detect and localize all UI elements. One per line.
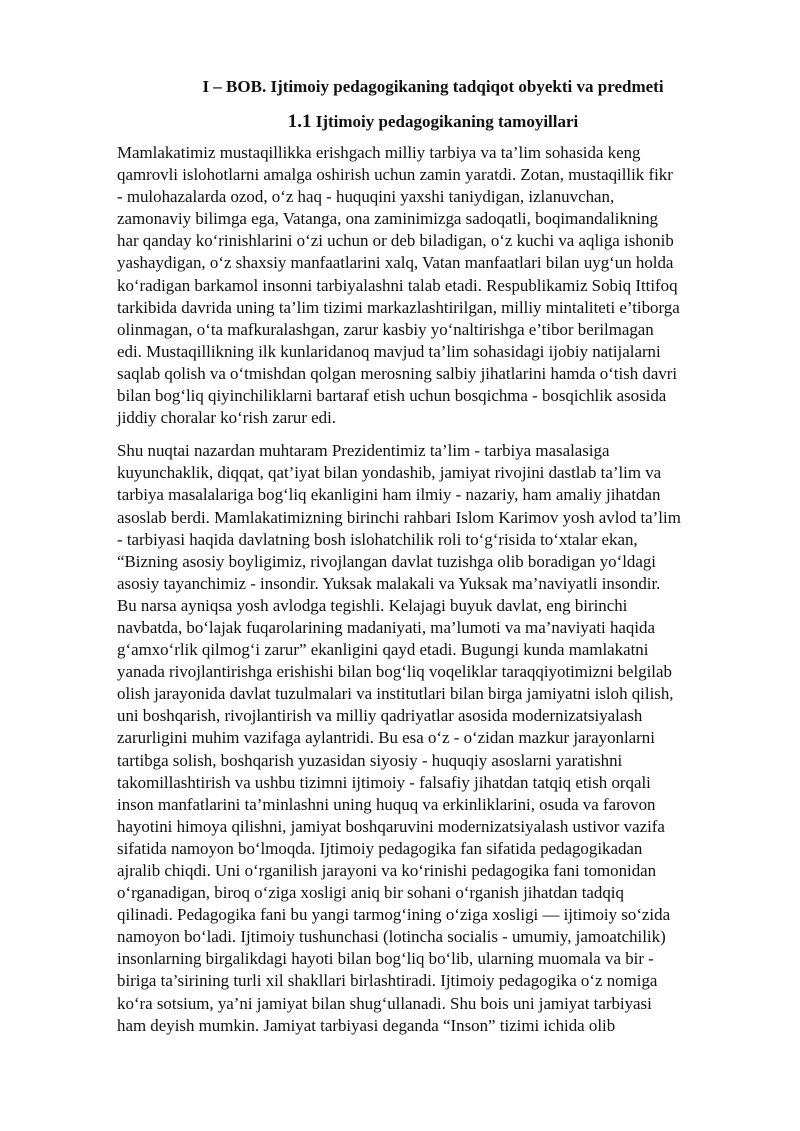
text-line: biriga ta’sirining turli xil shakllari birlashtiradi. Ijtimoiy pedagogika o‘z nomiga xyxy=(117,971,658,991)
text-line: olinmagan, o‘ta mafkuralashgan, zarur kasbiy yo‘naltirishga e’tibor berilmagan xyxy=(117,319,654,339)
text-line: Shu nuqtai nazardan muhtaram Prezidentimiz ta’lim - tarbiya masalasiga xyxy=(117,441,610,461)
text-line: edi. Mustaqillikning ilk kunlaridanoq mavjud ta’lim sohasidagi ijobiy natijalarni xyxy=(117,341,661,361)
document-page xyxy=(117,76,749,1037)
body-paragraph xyxy=(117,142,749,429)
text-line: sifatida namoyon bo‘lmoqda. Ijtimoiy pedagogika fan sifatida pedagogikadan xyxy=(117,838,643,858)
section-title xyxy=(117,110,749,134)
text-line: g‘amxo‘rlik qilmog‘i zarur” ekanligini qayd etadi. Bugungi kunda mamlakatni xyxy=(117,640,649,660)
text-line: qamrovli islohotlarni amalga oshirish uchun zamin yaratdi. Zotan, mustaqillik fikr xyxy=(117,165,673,185)
text-line: - mulohazalarda ozod, o‘z haq - huquqini yaxshi taniydigan, izlanuvchan, xyxy=(117,187,615,207)
text-line: asoslab berdi. Mamlakatimizning birinchi rahbari Islom Karimov yosh avlod ta’lim xyxy=(117,507,681,527)
text-line: Bu narsa ayniqsa yosh avlodga tegishli. Kelajagi buyuk davlat, eng birinchi xyxy=(117,595,628,615)
text-line: bilan bog‘liq qiyinchiliklarni bartaraf etish uchun bosqichma - bosqichlik asosida xyxy=(117,386,667,406)
text-line: ajralib chiqdi. Uni o‘rganilish jarayoni va ko‘rinishi pedagogika fani tomonidan xyxy=(117,861,657,880)
text-line: olish jarayonida davlat tuzulmalari va institutlari bilan birga jamiyatni isloh qilish, xyxy=(117,684,674,704)
text-line: uni boshqarish, rivojlantirish va milliy qadriyatlar asosida modernizatsiyalash xyxy=(117,706,643,726)
body-paragraph xyxy=(117,440,749,1037)
text-line: qilinadi. Pedagogika fani bu yangi tarmog‘ining o‘ziga xosligi — ijtimoiy so‘zida xyxy=(117,905,671,925)
text-line: tarbiya masalalariga bog‘liq ekanligini ham ilmiy - nazariy, ham amaliy jihatdan xyxy=(117,485,661,505)
text-line: tartibga solish, boshqarish yuzasidan siyosiy - huquqiy asoslarni yaratishni xyxy=(117,750,623,770)
text-line: “Bizning asosiy boyligimiz, rivojlangan davlat tuzishga olib boradigan yo‘ldagi xyxy=(117,551,656,571)
text-line: Mamlakatimiz mustaqillikka erishgach milliy tarbiya va ta’lim sohasida keng xyxy=(117,143,641,162)
text-line: saqlab qolish va o‘tmishdan qolgan merosning salbiy jihatlarini hamda o‘tish davri xyxy=(117,363,678,383)
document-body xyxy=(117,142,749,1037)
text-line: zamonaviy bilimga ega, Vatanga, ona zaminimizga sadoqatli, boqimandalikning xyxy=(117,209,658,229)
text-line: jiddiy choralar ko‘rish zarur edi. xyxy=(117,408,337,428)
text-line: yanada rivojlantirishga erishishi bilan bog‘liq voqeliklar taraqqiyotimizni belgilab xyxy=(117,662,672,682)
text-line: ko‘radigan barkamol insonni tarbiyalashni talab etadi. Respublikamiz Sobiq Ittifoq xyxy=(117,275,678,295)
text-line: insonlarning birgalikdagi hayoti bilan bog‘liq bo‘lib, ularning muomala va bir - xyxy=(117,949,654,969)
text-line: ko‘ra sotsium, ya’ni jamiyat bilan shug‘ullanadi. Shu bois uni jamiyat tarbiyasi xyxy=(117,993,652,1013)
text-line: o‘rganadigan, biroq o‘ziga xosligi aniq bir sohani o‘rganish jihatdan tadqiq xyxy=(117,883,624,903)
text-line: takomillashtirish va ushbu tizimni ijtimoiy - falsafiy jihatdan tatqiq etish orqali xyxy=(117,772,651,792)
text-line: - tarbiyasi haqida davlatning bosh islohatchilik roli to‘g‘risida to‘xtalar ekan, xyxy=(117,529,638,549)
text-line: namoyon bo‘ladi. Ijtimoiy tushunchasi (lotincha socialis - umumiy, jamoatchilik) xyxy=(117,927,666,947)
text-line: inson manfatlarini ta’minlashni uning huquq va erkinliklarini, osuda va farovon xyxy=(117,794,656,814)
text-line: har qanday ko‘rinishlarini o‘zi uchun or deb biladigan, o‘z kuchi va aqliga ishonib xyxy=(117,231,674,251)
text-line: hayotini himoya qilishni, jamiyat boshqaruvini modernizatsiyalash ustivor vazifa xyxy=(117,816,665,836)
text-line: asosiy tayanchimiz - insondir. Yuksak malakali va Yuksak ma’naviyatli insondir. xyxy=(117,573,661,593)
section-number: 1.1 xyxy=(287,111,312,132)
section-title-text: Ijtimoiy pedagogikaning tamoyillari xyxy=(315,112,579,131)
text-line: yashaydigan, o‘z shaxsiy manfaatlarini xalq, Vatan manfaatlari bilan uyg‘un holda xyxy=(117,253,674,273)
text-line: kuyunchaklik, diqqat, qat’iyat bilan yondashib, jamiyat rivojini dastlab ta’lim va xyxy=(117,463,662,483)
chapter-title: I – BOB. Ijtimoiy pedagogikaning tadqiqot obyekti va predmeti xyxy=(202,77,664,96)
text-line: zarurligini muhim vazifaga aylantridi. Bu esa o‘z - o‘zidan mazkur jarayonlarni xyxy=(117,728,655,748)
text-line: navbatda, bo‘lajak fuqarolarining madaniyati, ma’lumoti va ma’naviyati haqida xyxy=(117,617,655,637)
text-line: tarkibida davrida uning ta’lim tizimi markazlashtirilgan, milliy mintaliteti e’tiborga xyxy=(117,297,680,317)
text-line: ham deyish mumkin. Jamiyat tarbiyasi deganda “Inson” tizimi ichida olib xyxy=(117,1015,616,1035)
